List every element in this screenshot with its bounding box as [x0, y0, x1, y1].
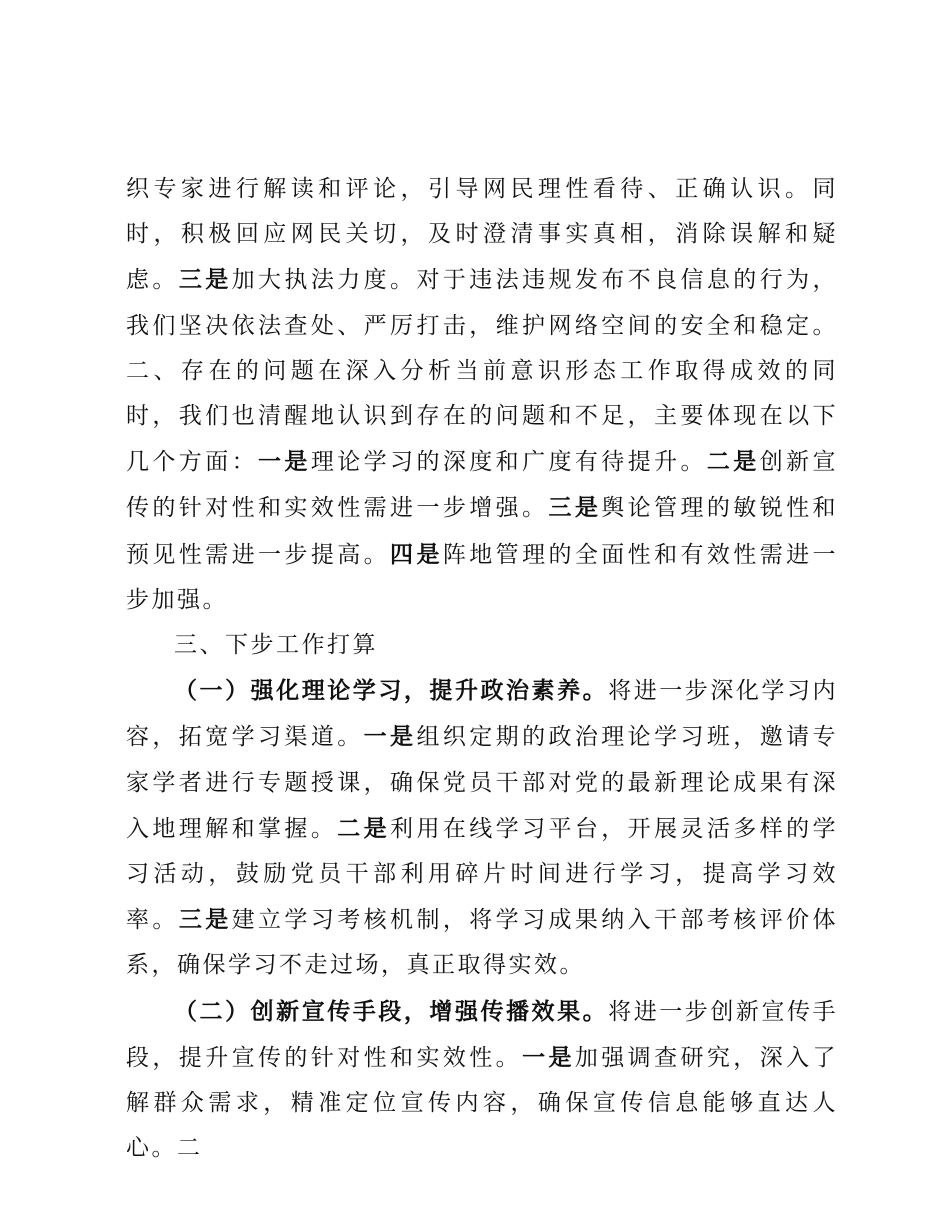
bold-marker: 三是: [548, 494, 602, 522]
text-run: 创新宣传的针对性和实效性需进一步增强。: [126, 449, 839, 522]
document-body: [126, 167, 838, 1171]
bold-marker: 三是: [178, 266, 232, 294]
bold-marker: 一是: [363, 723, 417, 751]
text-run: 加大执法力度。对于违法违规发布不良信息的行为，我们坚决依法查处、严厉打击，维护网络空间的安全和稳定。二、存在的问题在深入分析当前意识形态工作取得成效的同时，我们也清醒地认识到存在的问题和不足，主要体现在以下几个方面：: [126, 267, 839, 476]
text-run: 阵地管理的全面性和有效性需进一步加强。: [126, 541, 839, 613]
text-run: 将进一步创新宣传手段，提升宣传的针对性和实效性。: [126, 998, 839, 1071]
section-heading: 三、下步工作打算: [174, 632, 378, 659]
text-run: 加强调查研究，深入了解群众需求，精准定位宣传内容，确保宣传信息能够直达人心。二: [126, 1044, 839, 1162]
text-run: 建立学习考核机制，将学习成果纳入干部考核评价体系，确保学习不走过场，真正取得实效。: [126, 907, 839, 979]
text-run: 织专家进行解读和评论，引导网民理性看待、正确认识。同时，积极回应网民关切，及时澄清事实真相，消除误解和疑虑。: [126, 176, 838, 294]
text-run: 舆论管理的敏锐性和预见性需进一步提高。: [126, 495, 839, 568]
bold-marker: 二是: [337, 814, 391, 842]
text-run: 理论学习的深度和广度有待提升。: [310, 449, 707, 476]
bold-marker: 一是: [522, 1043, 575, 1071]
text-run: 组织定期的政治理论学习班，邀请专家学者进行专题授课，确保党员干部对党的最新理论成果有深入地理解和掌握。: [126, 724, 839, 842]
bold-marker: 二是: [706, 448, 760, 476]
bold-marker: 一是: [258, 448, 311, 476]
text-run: 将进一步深化学习内容，拓宽学习渠道。: [126, 678, 839, 751]
subsection-title: （一）强化理论学习，提升政治素养。: [174, 677, 609, 705]
subsection-title: （二）创新宣传手段，增强传播效果。: [174, 997, 609, 1025]
text-run: 利用在线学习平台，开展灵活多样的学习活动，鼓励党员干部利用碎片时间进行学习，提高学习效率。: [126, 815, 839, 934]
paragraph-problems: [126, 167, 838, 623]
bold-marker: 三是: [178, 906, 232, 934]
paragraph-theory-study: [126, 668, 838, 988]
paragraph-publicity: [126, 989, 838, 1172]
bold-marker: 四是: [390, 540, 443, 568]
